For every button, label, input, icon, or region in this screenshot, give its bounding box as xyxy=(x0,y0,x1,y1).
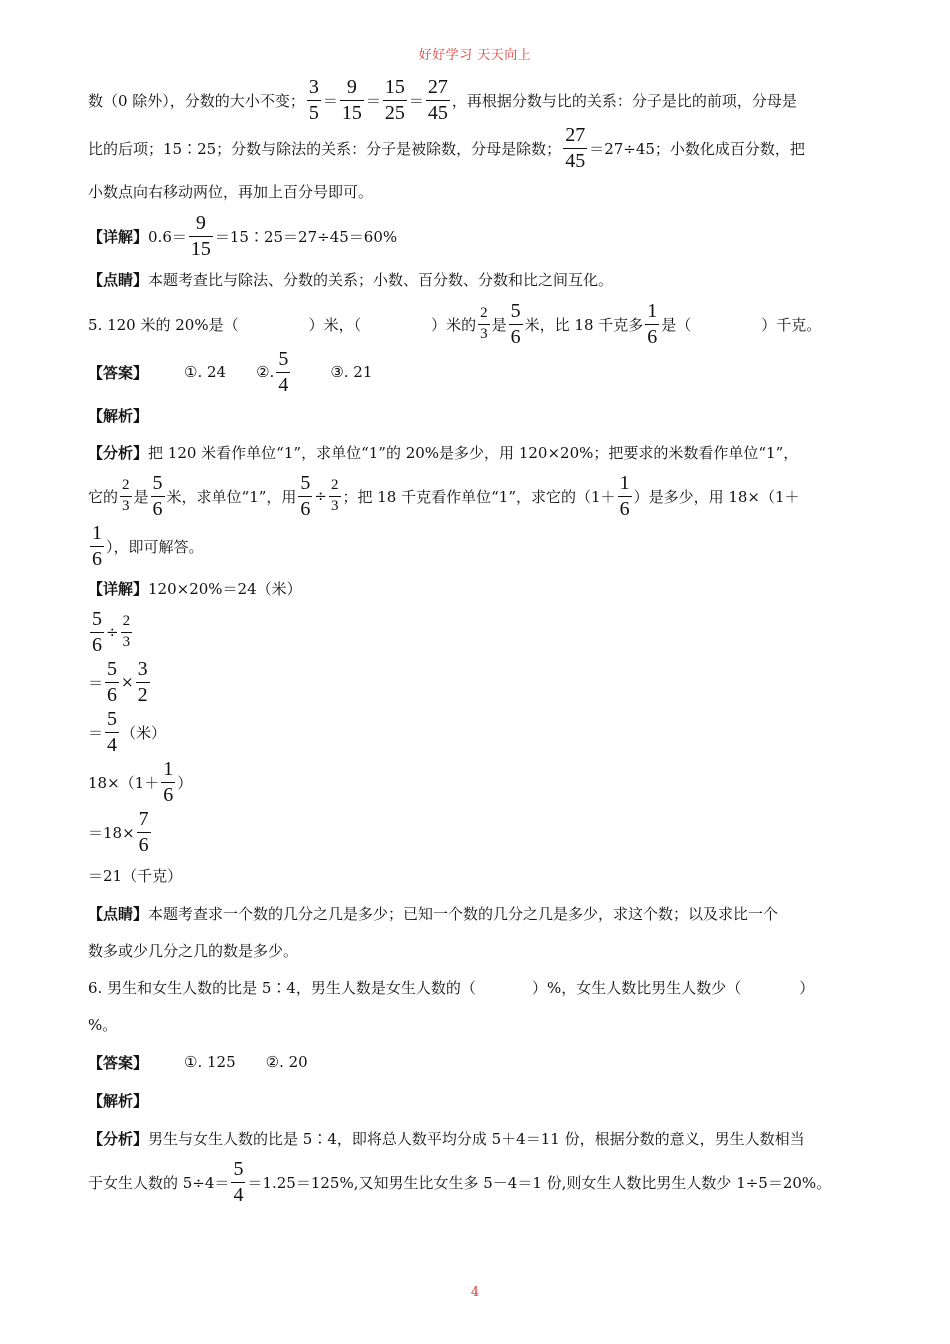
analysis-line-3: $\frac{1}{6}$ ），即可解答。 xyxy=(92,522,204,570)
fraction: $\frac{27}{45}$ xyxy=(427,76,448,124)
calc-step-2: ＝ $\frac{5}{6}$ × $\frac{3}{2}$ xyxy=(88,658,148,706)
fraction: $\frac{2}{3}$ xyxy=(122,477,130,514)
fraction: $\frac{2}{3}$ xyxy=(122,613,131,650)
point-line-5a: 【点睛】 本题考查求一个数的几分之几是多少；已知一个数的几分之几是多少，求这个数；以及求比一个 xyxy=(88,904,779,923)
fraction: $\frac{3}{5}$ xyxy=(308,76,319,124)
answer-5: 【答案】 ①. 24 ②. $\frac{5}{4}$ ③. 21 xyxy=(88,348,373,396)
question-5: 5. 120 米的 20%是（ ）米，（ ）米的 $\frac{2}{3}$ 是 $\frac{5}{6}$ 米，比 18 千克多 $\frac{1}{6}$ 是（ ）千克。 xyxy=(88,300,822,348)
fraction: $\frac{2}{3}$ xyxy=(480,305,488,342)
fraction: $\frac{15}{25}$ xyxy=(384,76,405,124)
page-number: 4 xyxy=(470,1285,480,1300)
analysis-line-1: 【分析】 把 120 米看作单位“1”，求单位“1”的 20%是多少，用 120×20%；把要求的米数看作单位“1”， xyxy=(88,443,799,462)
point-line: 【点睛】 本题考查比与除法、分数的关系；小数、百分数、分数和比之间互化。 xyxy=(88,270,614,289)
fraction: $\frac{1}{6}$ xyxy=(619,472,630,520)
explanation-line-1: 数（0 除外），分数的大小不变； $\frac{3}{5}$ ＝ $\frac{9}{15}$ ＝ $\frac{15}{25}$ ＝ $\frac{27}{45}$ ，再根据分数与比的关系：分子是比的前项，分母是 xyxy=(88,76,797,124)
calc-step-6: ＝21（千克） xyxy=(88,866,183,885)
jiexi-label: 【解析】 xyxy=(88,406,149,425)
fraction: $\frac{5}{4}$ xyxy=(278,348,289,396)
fraction: $\frac{2}{3}$ xyxy=(331,477,339,514)
analysis-6-line-2: 于女生人数的 5÷4＝ $\frac{5}{4}$ ＝1.25＝125%,又知男生比女生多 5－4＝1 份,则女生人数比男生人数少 1÷5＝20%。 xyxy=(88,1158,832,1206)
point-line-5b: 数多或少几分之几的数是多少。 xyxy=(88,941,299,960)
explanation-line-2: 比的后项；15∶25；分数与除法的关系：分子是被除数，分母是除数； $\frac{27}{45}$ ＝27÷45；小数化成百分数，把 xyxy=(88,124,805,172)
jiexi-label-6: 【解析】 xyxy=(88,1091,149,1110)
detail-line: 【详解】 0.6＝ $\frac{9}{15}$ ＝15∶25＝27÷45＝60% xyxy=(88,212,398,260)
fraction: $\frac{1}{6}$ xyxy=(647,300,658,348)
answer-6: 【答案】 ①. 125 ②. 20 xyxy=(88,1053,308,1072)
fraction: $\frac{1}{6}$ xyxy=(163,758,174,806)
question-6: 6. 男生和女生人数的比是 5∶4，男生人数是女生人数的（ ）%，女生人数比男生人数少（ ） xyxy=(88,978,815,997)
calc-step-4: 18×（1＋ $\frac{1}{6}$ ） xyxy=(88,758,193,806)
fraction: $\frac{5}{4}$ xyxy=(107,708,118,756)
fraction: $\frac{5}{6}$ xyxy=(107,658,118,706)
calc-step-5: ＝18× $\frac{7}{6}$ xyxy=(88,808,149,856)
analysis-line-2: 它的 $\frac{2}{3}$ 是 $\frac{5}{6}$ 米，求单位“1”，用 $\frac{5}{6}$ ÷ $\frac{2}{3}$ ；把 18 千克看作单位“1”，求它的（1＋ $\frac{1}{6}$ ）是多少，用 18×（1＋ xyxy=(88,472,800,520)
calc-step-1: $\frac{5}{6}$ ÷ $\frac{2}{3}$ xyxy=(92,608,131,656)
fraction: $\frac{5}{4}$ xyxy=(233,1158,244,1206)
fraction: $\frac{9}{15}$ xyxy=(341,76,362,124)
fraction: $\frac{1}{6}$ xyxy=(92,522,102,570)
page-header: 好好学习 天天向上 xyxy=(418,48,532,63)
fraction: $\frac{27}{45}$ xyxy=(565,124,586,172)
fraction: $\frac{5}{6}$ xyxy=(300,472,311,520)
fraction: $\frac{5}{6}$ xyxy=(510,300,521,348)
detail-line-5: 【详解】 120×20%＝24（米） xyxy=(88,579,302,598)
fraction: $\frac{7}{6}$ xyxy=(138,808,149,856)
fraction: $\frac{5}{6}$ xyxy=(92,608,102,656)
fraction: $\frac{9}{15}$ xyxy=(190,212,211,260)
fraction: $\frac{3}{2}$ xyxy=(137,658,148,706)
question-6-cont: %。 xyxy=(88,1015,118,1034)
analysis-6-line-1: 【分析】 男生与女生人数的比是 5∶4，即将总人数平均分成 5＋4＝11 份，根据分数的意义，男生人数相当 xyxy=(88,1129,805,1148)
calc-step-3: ＝ $\frac{5}{4}$ （米） xyxy=(88,708,167,756)
fraction: $\frac{5}{6}$ xyxy=(152,472,163,520)
explanation-line-3: 小数点向右移动两位，再加上百分号即可。 xyxy=(88,182,374,201)
